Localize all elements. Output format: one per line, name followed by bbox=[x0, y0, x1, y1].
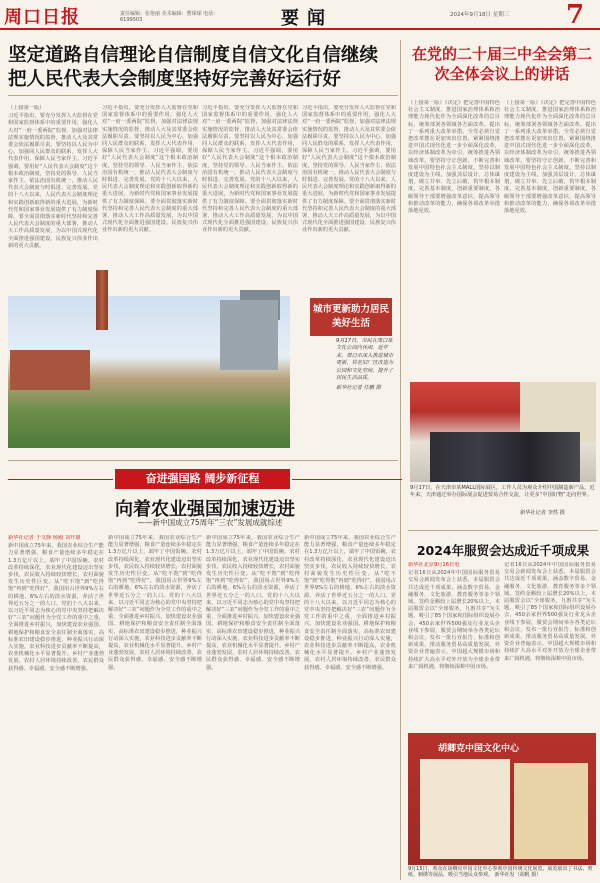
right-rule bbox=[408, 530, 598, 531]
lead-text-col3: 习近平指出，要充分发挥人大监督在党和国家监督体系中的重要作用，强化人大对“一府一委两院”监督，加强对法律法规实施情况的监督，推动人大及其常委会依法履职尽责。要坚持以人民为中心，加强同人民群众的联系，发挥人大代表作用，保障人民当家作主。习近平强调，要用好“人民代表大会制度”这个根本政治制度，坚持党的领导、人民当家作主、依法治国有机统一，推动人民代表大会制度与时俱进、完善发展。党的十八大以来，人民代表大会制度理论和实践创新取得新的重大进展，为新时代党和国家事业发展提供了有力制度保障。要全面贯彻落实新时代坚持和完善人民代表大会制度的重大部署，推动人大工作高质量发展，为以中国式现代化全面推进强国建设、民族复兴伟业作出新的更大贡献。 bbox=[202, 105, 298, 234]
lead-body-col2 bbox=[102, 105, 198, 290]
agri-body-col4 bbox=[304, 535, 396, 880]
series-banner: 奋进强国路 阔步新征程 bbox=[115, 469, 290, 489]
agri-headline: 向着农业强国加速迈进 bbox=[115, 499, 295, 520]
section-title: 要闻 bbox=[281, 8, 333, 29]
lead-body-col4 bbox=[302, 105, 396, 290]
agri-body bbox=[8, 535, 104, 880]
expo-credit: 新华社记者 李然 摄 bbox=[520, 510, 565, 516]
agri-body-col3 bbox=[206, 535, 300, 880]
page-number: 7 bbox=[566, 0, 585, 30]
agri-subhead: ——新中国成立75周年“三农”发展成就综述 bbox=[137, 518, 283, 527]
expo-photo bbox=[410, 382, 596, 482]
city-caption-credit: 新华社记者 任鹏 摄 bbox=[336, 385, 381, 392]
culture-photo bbox=[408, 733, 596, 865]
right-story-text-col2: （上接第一版）《决定》把完善中国特色社会主义制度、推进国家治理体系和治理能力现代化作为全面深化改革的总目标，统筹部署各领域各方面改革，提出了一系列重大改革举措。全党必须自觉把改革摆在更加突出位置，紧紧围绕推进中国式现代化进一步全面深化改革，以经济体制改革为牵引，统筹推进各领域改革。要坚持守正创新，不断完善和发展中国特色社会主义制度，坚持以制度建设为主线，加强顶层设计、总体谋划，破立并举、先立后破，筑牢根本制度，完善基本制度，创新重要制度。各级领导干部要增强改革意识，提高领导和推动改革的能力，确保各项改革举措落地见效。 bbox=[504, 100, 596, 215]
trade-byline: 新华社北京9月16日电 bbox=[408, 562, 460, 568]
culture-center-sign: 胡卿克中国文化中心 bbox=[438, 744, 520, 754]
culture-caption-credit: 新华社发（胡帆 摄） bbox=[494, 872, 542, 879]
lead-body bbox=[8, 105, 98, 290]
trade-headline: 2024年服贸会达成近千项成果 bbox=[416, 543, 590, 558]
column-divider bbox=[400, 40, 401, 880]
trade-body bbox=[408, 562, 500, 728]
exhibit-panel bbox=[420, 759, 510, 859]
agri-text-col2: 新中国成立75年来，我国农业综合生产能力显著增强，粮食产量连续多年稳定在1.3万亿斤以上，端牢了中国饭碗。农村改革持续深化，农业现代化建设迈出坚实步伐，农民收入持续较快增长，农村面貌发生历史性巨变。从“吃不饱”到“吃得饱”再到“吃得好”，我国用占世界9%左右的耕地、6%左右的淡水资源，养活了世界近五分之一的人口。党的十八大以来，以习近平同志为核心的党中央坚持把解决好“三农”问题作为全党工作的重中之重，全面推进乡村振兴，加快建设农业强国。耕地保护和粮食安全责任制全面落实，高标准农田建设稳步推进，种业振兴行动深入实施，农业科技进步贡献率不断提高，农业机械化水平显著提升。乡村产业蓬勃发展，农村人居环境持续改善，农民群众获得感、幸福感、安全感不断增强。 bbox=[108, 535, 202, 671]
issue-date: 2024年9月18日 星期三 bbox=[450, 12, 510, 18]
lead-headline: 坚定道路自信理论自信制度自信文化自信继续把人民代表大会制度坚持好完善好运行好 bbox=[8, 45, 379, 90]
trade-body-col2 bbox=[504, 562, 596, 728]
agri-body-col2 bbox=[108, 535, 202, 880]
photo-tag: 城市更新助力居民美好生活 bbox=[310, 298, 392, 336]
city-photo-caption bbox=[336, 338, 396, 393]
photo-chimney bbox=[96, 270, 108, 330]
culture-caption bbox=[408, 866, 598, 879]
section-rule bbox=[8, 460, 398, 461]
right-story-text: （上接第一版）《决定》把完善中国特色社会主义制度、推进国家治理体系和治理能力现代化作为全面深化改革的总目标，统筹部署各领域各方面改革，提出了一系列重大改革举措。全党必须自觉把改革摆在更加突出位置，紧紧围绕推进中国式现代化进一步全面深化改革，以经济体制改革为牵引，统筹推进各领域改革。要坚持守正创新，不断完善和发展中国特色社会主义制度，坚持以制度建设为主线，加强顶层设计、总体谋划，破立并举、先立后破，筑牢根本制度，完善基本制度，创新重要制度。各级领导干部要增强改革意识，提高领导和推动改革的能力，确保各项改革举措落地见效。 bbox=[408, 100, 500, 215]
agri-text-col3: 新中国成立75年来，我国农业综合生产能力显著增强，粮食产量连续多年稳定在1.3万亿斤以上，端牢了中国饭碗。农村改革持续深化，农业现代化建设迈出坚实步伐，农民收入持续较快增长，农村面貌发生历史性巨变。从“吃不饱”到“吃得饱”再到“吃得好”，我国用占世界9%左右的耕地、6%左右的淡水资源，养活了世界近五分之一的人口。党的十八大以来，以习近平同志为核心的党中央坚持把解决好“三农”问题作为全党工作的重中之重，全面推进乡村振兴，加快建设农业强国。耕地保护和粮食安全责任制全面落实，高标准农田建设稳步推进，种业振兴行动深入实施，农业科技进步贡献率不断提高，农业机械化水平显著提升。乡村产业蓬勃发展，农村人居环境持续改善，农民群众获得感、幸福感、安全感不断增强。 bbox=[206, 535, 300, 671]
trade-text-col2: 记者16日从2024年中国国际服务贸易交易会新闻发布会上获悉，本届服贸会共达成近千项成果，涵盖数字贸易、金融服务、文化旅游、教育服务等多个领域，签约金额较上届增长20%以上。本届服贸会以“全球服务，互惠共享”为主题，吸引了85个国家和国际组织设展办会，450余家世界500强及行业龙头企业线下参展。服贸会期间举办各类论坛和会议，发布一批行业报告、标准和创新成果，推动服务贸易高质量发展。外资企业普遍表示，中国超大规模市场和持续扩大高水平对外开放为全球企业带来广阔机遇，将继续深耕中国市场。 bbox=[504, 562, 596, 662]
agri-byline: 新华社记者 于文静 杨殿 刘开雄 bbox=[8, 535, 81, 541]
city-caption-text: 9月17日，市民在周口某文化公园内休闲。近年来，周口市深入推进城市更新，将老旧厂区改造为公园和文化空间，提升了居民生活品质。 bbox=[336, 338, 394, 382]
photo-visitors bbox=[430, 432, 580, 482]
agri-text-col4: 新中国成立75年来，我国农业综合生产能力显著增强，粮食产量连续多年稳定在1.3万亿斤以上，端牢了中国饭碗。农村改革持续深化，农业现代化建设迈出坚实步伐，农民收入持续较快增长，农村面貌发生历史性巨变。从“吃不饱”到“吃得饱”再到“吃得好”，我国用占世界9%左右的耕地、6%左右的淡水资源，养活了世界近五分之一的人口。党的十八大以来，以习近平同志为核心的党中央坚持把解决好“三农”问题作为全党工作的重中之重，全面推进乡村振兴，加快建设农业强国。耕地保护和粮食安全责任制全面落实，高标准农田建设稳步推进，种业振兴行动深入实施，农业科技进步贡献率不断提高，农业机械化水平显著提升。乡村产业蓬勃发展，农村人居环境持续改善，农民群众获得感、幸福感、安全感不断增强。 bbox=[304, 535, 396, 671]
photo-tower bbox=[220, 300, 278, 370]
newspaper-logo: 周口日报 bbox=[4, 7, 80, 28]
lead-text-col2: 习近平指出，要充分发挥人大监督在党和国家监督体系中的重要作用，强化人大对“一府一委两院”监督，加强对法律法规实施情况的监督，推动人大及其常委会依法履职尽责。要坚持以人民为中心，加强同人民群众的联系，发挥人大代表作用，保障人民当家作主。习近平强调，要用好“人民代表大会制度”这个根本政治制度，坚持党的领导、人民当家作主、依法治国有机统一，推动人民代表大会制度与时俱进、完善发展。党的十八大以来，人民代表大会制度理论和实践创新取得新的重大进展，为新时代党和国家事业发展提供了有力制度保障。要全面贯彻落实新时代坚持和完善人民代表大会制度的重大部署，推动人大工作高质量发展，为以中国式现代化全面推进强国建设、民族复兴伟业作出新的更大贡献。 bbox=[102, 105, 198, 234]
editors-line: 责任编辑：张艳丽 美术编辑：曹琛琛 电话：6199503 bbox=[120, 11, 219, 23]
exhibit-panel-2 bbox=[514, 763, 588, 859]
trade-text: 记者16日从2024年中国国际服务贸易交易会新闻发布会上获悉，本届服贸会共达成近千项成果，涵盖数字贸易、金融服务、文化旅游、教育服务等多个领域，签约金额较上届增长20%以上。本届服贸会以“全球服务，互惠共享”为主题，吸引了85个国家和国际组织设展办会，450余家世界500强及行业龙头企业线下参展。服贸会期间举办各类论坛和会议，发布一批行业报告、标准和创新成果，推动服务贸易高质量发展。外资企业普遍表示，中国超大规模市场和持续扩大高水平对外开放为全球企业带来广阔机遇，将继续深耕中国市场。 bbox=[408, 570, 500, 670]
right-story-headline: 在党的二十届三中全会第二次全体会议上的讲话 bbox=[411, 45, 592, 83]
banner-rule-left bbox=[8, 479, 113, 480]
right-story-body bbox=[408, 100, 500, 380]
lead-text: 习近平指出，要充分发挥人大监督在党和国家监督体系中的重要作用，强化人大对“一府一委两院”监督，加强对法律法规实施情况的监督，推动人大及其常委会依法履职尽责。要坚持以人民为中心，加强同人民群众的联系，发挥人大代表作用，保障人民当家作主。习近平强调，要用好“人民代表大会制度”这个根本政治制度，坚持党的领导、人民当家作主、依法治国有机统一，推动人民代表大会制度与时俱进、完善发展。党的十八大以来，人民代表大会制度理论和实践创新取得新的重大进展，为新时代党和国家事业发展提供了有力制度保障。要全面贯彻落实新时代坚持和完善人民代表大会制度的重大部署，推动人大工作高质量发展，为以中国式现代化全面推进强国建设、民族复兴伟业作出新的更大贡献。 bbox=[8, 113, 98, 249]
banner-rule-right bbox=[292, 479, 402, 480]
lead-dateline: （上接第一版） bbox=[8, 105, 45, 111]
lead-body-col3 bbox=[202, 105, 298, 290]
photo-building bbox=[10, 350, 90, 390]
right-story-body-col2 bbox=[504, 100, 596, 380]
expo-caption: 9月17日，在天津市某MALL国际展区，工作人员为观众介绍中国制造新产品。近年来，天津通过举办国际展会促进贸易合作交流，让更多“中国好物”走向世界。 bbox=[410, 485, 595, 499]
agri-text: 新中国成立75年来，我国农业综合生产能力显著增强，粮食产量连续多年稳定在1.3万亿斤以上，端牢了中国饭碗。农村改革持续深化，农业现代化建设迈出坚实步伐，农民收入持续较快增长，农村面貌发生历史性巨变。从“吃不饱”到“吃得饱”再到“吃得好”，我国用占世界9%左右的耕地、6%左右的淡水资源，养活了世界近五分之一的人口。党的十八大以来，以习近平同志为核心的党中央坚持把解决好“三农”问题作为全党工作的重中之重，全面推进乡村振兴，加快建设农业强国。耕地保护和粮食安全责任制全面落实，高标准农田建设稳步推进，种业振兴行动深入实施，农业科技进步贡献率不断提高，农业机械化水平显著提升。乡村产业蓬勃发展，农村人居环境持续改善，农民群众获得感、幸福感、安全感不断增强。 bbox=[8, 543, 104, 672]
lead-text-col4: 习近平指出，要充分发挥人大监督在党和国家监督体系中的重要作用，强化人大对“一府一委两院”监督，加强对法律法规实施情况的监督，推动人大及其常委会依法履职尽责。要坚持以人民为中心，加强同人民群众的联系，发挥人大代表作用，保障人民当家作主。习近平强调，要用好“人民代表大会制度”这个根本政治制度，坚持党的领导、人民当家作主、依法治国有机统一，推动人民代表大会制度与时俱进、完善发展。党的十八大以来，人民代表大会制度理论和实践创新取得新的重大进展，为新时代党和国家事业发展提供了有力制度保障。要全面贯彻落实新时代坚持和完善人民代表大会制度的重大部署，推动人大工作高质量发展，为以中国式现代化全面推进强国建设、民族复兴伟业作出新的更大贡献。 bbox=[302, 105, 396, 234]
headline-rule bbox=[8, 95, 398, 96]
culture-caption-text: 9月15日，观众在胡卿克中国文化中心参观中国传统文化展览。展览展出了书法、剪纸、刺绣等展品，吸引当地民众参观。 bbox=[408, 866, 593, 879]
